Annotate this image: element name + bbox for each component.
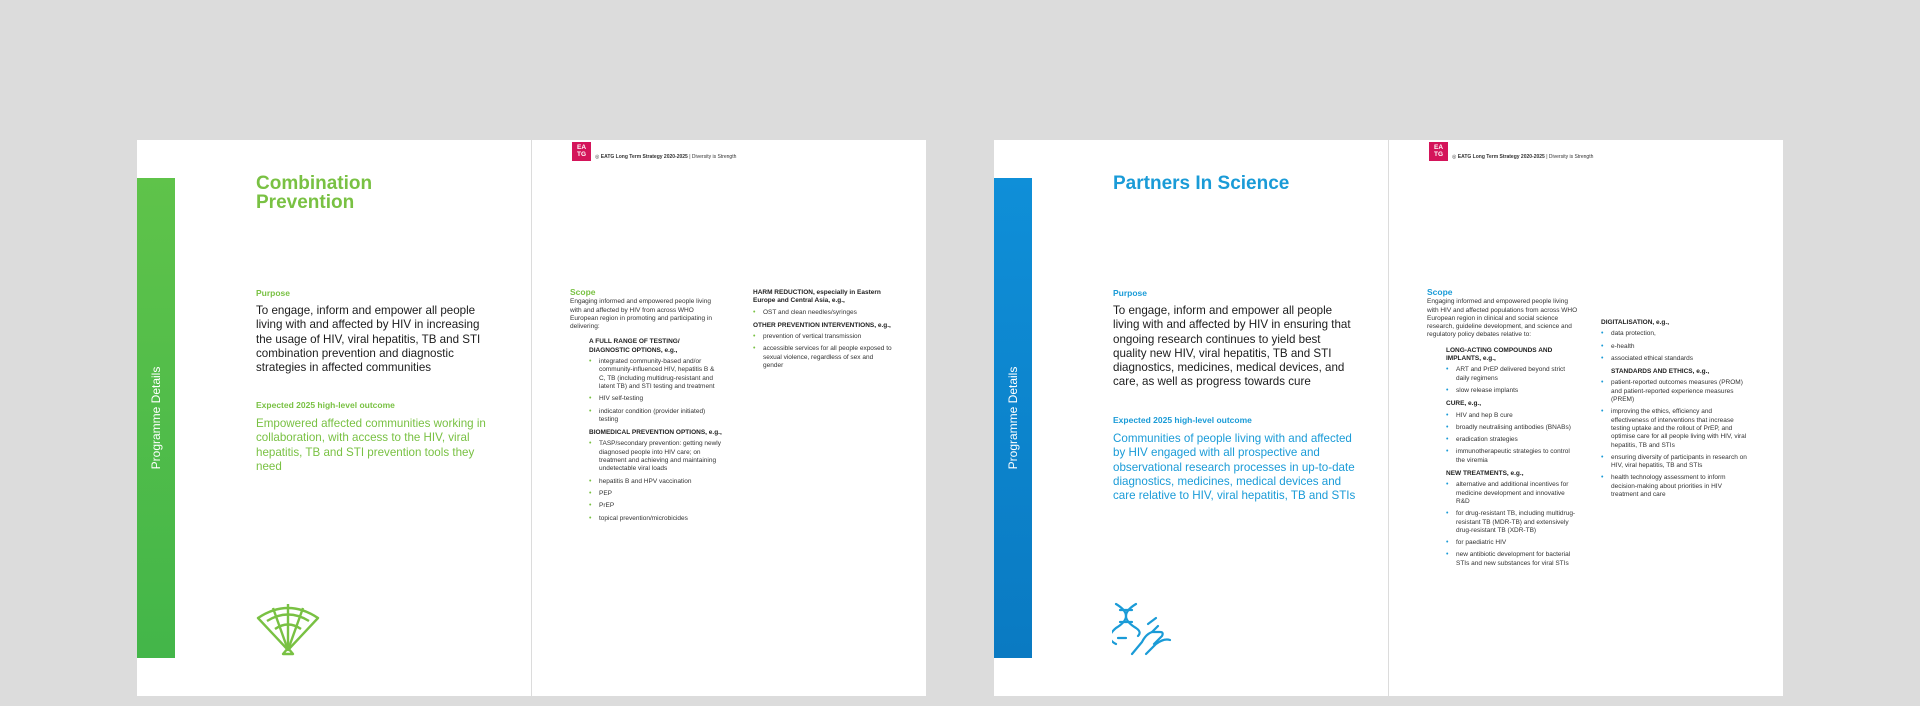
list-item: • slow release implants — [1446, 387, 1579, 395]
purpose-label: Purpose — [256, 288, 291, 298]
list-item: • associated ethical standards — [1601, 355, 1751, 363]
title-line: Prevention — [256, 192, 355, 213]
group-title: DIGITALISATION, e.g., — [1601, 319, 1670, 326]
list-item: • TASP/secondary prevention: getting newly diagnosed people into HIV care; on treatment and achieving and maintaining undetectable viral loads — [589, 440, 722, 473]
group-title: LONG-ACTING COMPOUNDS AND IMPLANTS, e.g., — [1446, 346, 1553, 363]
group-title: CURE, e.g., — [1446, 400, 1482, 408]
list-item: • topical prevention/microbicides — [589, 515, 722, 523]
list-item: • OST and clean needles/syringes — [753, 309, 893, 317]
list-item: • indicator condition (provider initiated) testing — [589, 408, 722, 425]
radar-fan-icon — [255, 602, 321, 657]
scope-label: Scope — [570, 287, 596, 297]
bar-label: Programme Details — [1006, 366, 1020, 470]
group-title: OTHER PREVENTION INTERVENTIONS, e.g., — [753, 321, 891, 329]
outcome-text: Empowered affected communities working in collaboration, with access to the HIV, viral hepatitis, TB and STI prevention tools they need — [256, 417, 486, 473]
list-item: • PEP — [589, 490, 722, 498]
outcome-label: Expected 2025 high-level outcome — [256, 400, 395, 410]
list-item: • for drug-resistant TB, including multidrug-resistant TB (MDR-TB) and extensively drug-resistant TB (XDR-TB) — [1446, 510, 1579, 535]
page-header — [1429, 142, 1593, 161]
list-item: • improving the ethics, efficiency and effectiveness of interventions that increase testing uptake and the rollout of PrEP, and optimise care for all people living with HIV, viral hepatitis, TB and STIs — [1601, 408, 1751, 449]
list-item: • data protection, — [1601, 330, 1751, 338]
cp-right-page — [532, 140, 926, 696]
page-title — [256, 174, 372, 212]
page-title — [1113, 174, 1289, 193]
list-item: • ensuring diversity of participants in research on HIV, viral hepatitis, TB and STIs — [1601, 454, 1751, 471]
header-text: ◎ EATG Long Term Strategy 2020-2025 | Diversity is Strength — [595, 153, 737, 160]
purpose-text: To engage, inform and empower all people living with and affected by HIV in ensuring that ongoing research continues to yield best quality new HIV, viral hepatitis, TB and STI diagnostics, medicines, medical devices, and care, as well as progress towards cure — [1113, 304, 1351, 389]
purpose-text: To engage, inform and empower all people living with and affected by HIV in increasing the usage of HIV, viral hepatitis, TB and STI combination prevention and diagnostic strategies in affected communities — [256, 304, 481, 375]
header-text: ◎ EATG Long Term Strategy 2020-2025 | Diversity is Strength — [1452, 153, 1594, 160]
dna-hand-icon — [1112, 602, 1174, 658]
list-item: • patient-reported outcomes measures (PROM) and patient-reported experience measures (PREM) — [1601, 379, 1751, 404]
list-item: • new antibiotic development for bacterial STIs and new substances for viral STIs — [1446, 551, 1579, 568]
scope-label: Scope — [1427, 287, 1453, 297]
pis-left-page — [994, 140, 1388, 696]
scope-intro: Engaging informed and empowered people living with HIV and affected populations from across WHO European region in clinical and social science research, guideline development, and science and regulatory policy debates relative to: — [1427, 298, 1578, 339]
page-header — [572, 142, 736, 161]
title-line: Partners In Science — [1113, 173, 1290, 194]
group-title: HARM REDUCTION, especially in Eastern Europe and Central Asia, e.g., — [753, 289, 881, 305]
list-item: • PrEP — [589, 502, 722, 510]
list-item: • hepatitis B and HPV vaccination — [589, 478, 722, 486]
list-item: • health technology assessment to inform decision-making about priorities in HIV treatment and care — [1601, 474, 1751, 499]
header-dot-icon: ◎ — [595, 153, 600, 160]
programme-details-bar — [137, 178, 175, 658]
group-title: BIOMEDICAL PREVENTION OPTIONS, e.g., — [589, 429, 722, 437]
outcome-text: Communities of people living with and affected by HIV engaged with all prospective and observational research processes in up-to-date diagnostics, medicines, medical devices and care relative to HIV, viral hepatitis, TB and STIs — [1113, 432, 1356, 503]
group-title: A FULL RANGE OF TESTING/ DIAGNOSTIC OPTIONS, e.g., — [589, 338, 680, 354]
list-item: • HIV self-testing — [589, 395, 722, 403]
list-item: • accessible services for all people exposed to sexual violence, regardless of sex and gender — [753, 345, 893, 370]
cp-left-page — [137, 140, 531, 696]
eatg-logo: EA TG — [572, 142, 591, 161]
pis-right-page — [1389, 140, 1783, 696]
list-item: • eradication strategies — [1446, 436, 1579, 444]
list-item: • broadly neutralising antibodies (BNABs) — [1446, 424, 1579, 432]
group-title: STANDARDS AND ETHICS, e.g., — [1611, 368, 1710, 376]
list-item: • alternative and additional incentives for medicine development and innovative R&D — [1446, 481, 1579, 506]
eatg-logo: EA TG — [1429, 142, 1448, 161]
list-item: • integrated community-based and/or community-influenced HIV, hepatitis B & C, TB (including multidrug-resistant and latent TB) and STI testing and treatment — [589, 358, 722, 391]
scope-column-right — [753, 289, 893, 375]
title-line: Combination — [256, 173, 373, 194]
scope-column-right — [1601, 319, 1751, 504]
header-dot-icon: ◎ — [1452, 153, 1457, 160]
programme-details-bar — [994, 178, 1032, 658]
list-item: • for paediatric HIV — [1446, 539, 1579, 547]
purpose-label: Purpose — [1113, 288, 1148, 298]
list-item: • prevention of vertical transmission — [753, 333, 893, 341]
scope-column-left — [1427, 288, 1579, 573]
bar-label: Programme Details — [149, 366, 163, 470]
outcome-label: Expected 2025 high-level outcome — [1113, 415, 1252, 425]
list-item: • immunotherapeutic strategies to control the viremia — [1446, 448, 1579, 465]
list-item: • HIV and hep B cure — [1446, 412, 1579, 420]
group-title: NEW TREATMENTS, e.g., — [1446, 470, 1524, 478]
scope-column-left — [570, 288, 722, 528]
list-item: • ART and PrEP delivered beyond strict daily regimens — [1446, 366, 1579, 383]
list-item: • e-health — [1601, 343, 1751, 351]
scope-intro: Engaging informed and empowered people living with and affected by HIV from across WHO European region in promoting and participating in delivering: — [570, 298, 713, 331]
